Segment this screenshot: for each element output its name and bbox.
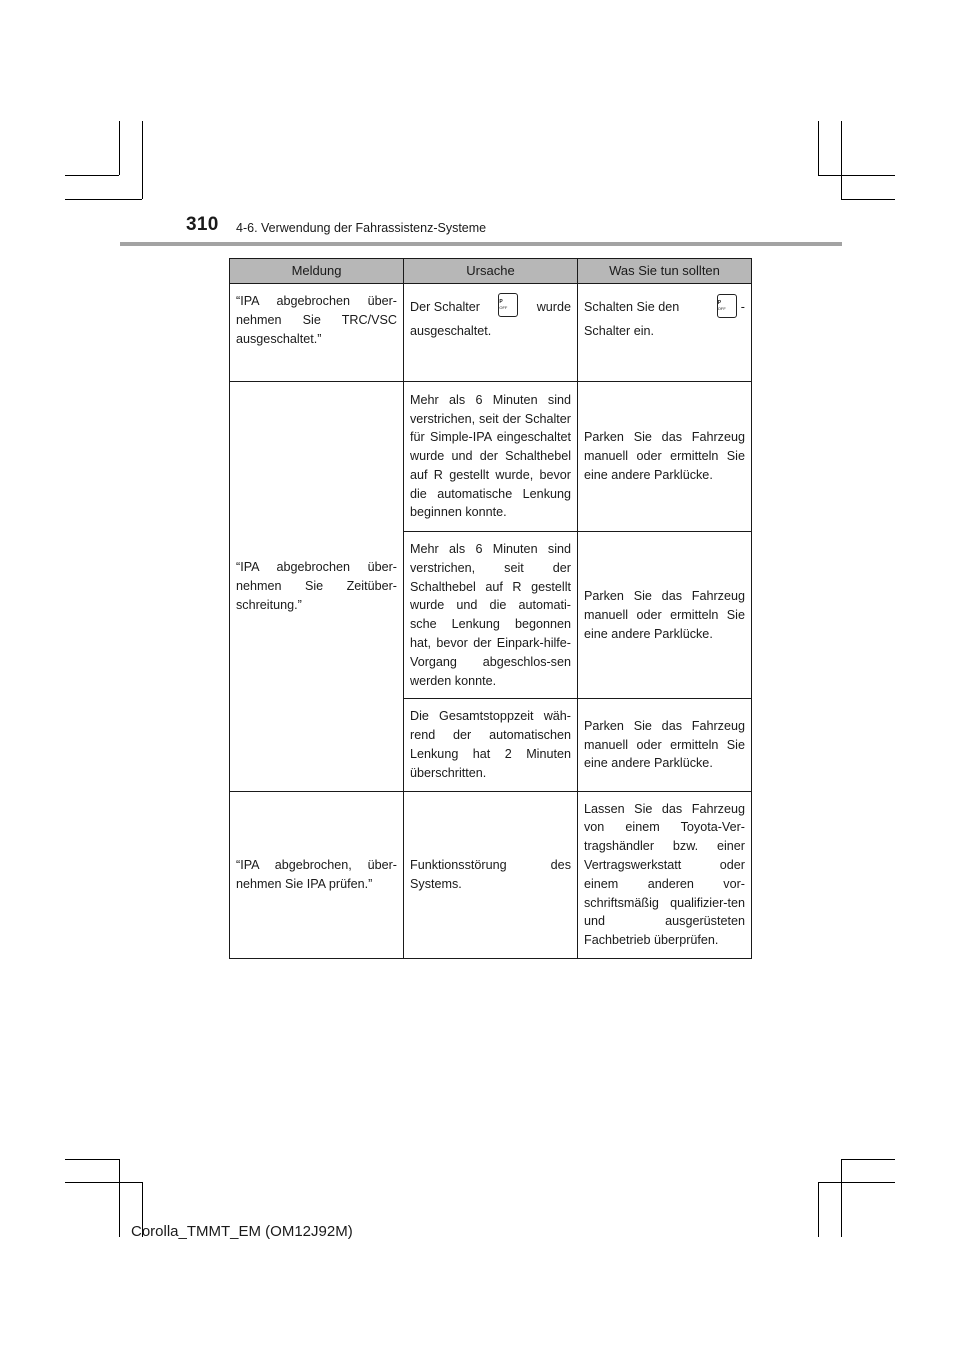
table-row [230,284,752,382]
cause-cell: Mehr als 6 Minuten sind verstrichen, seit der Schalthebel auf R gestellt wurde und die automati-sche Lenkung begonnen hat, bevor der Einpark-hilfe-Vorgang abgeschlos-sen werden konnte. [404,532,578,699]
table-row [230,382,752,532]
crop-mark [65,1182,142,1183]
icon-label-top: P [717,299,722,306]
icon-label-top: P [499,299,503,305]
action-line [584,292,745,322]
vsc-off-switch-icon [498,293,518,317]
crop-mark [119,1159,120,1237]
vsc-off-switch-icon [717,294,737,318]
cause-cell [404,284,578,382]
column-header-cause: Ursache [404,259,578,284]
crop-mark [818,1182,895,1183]
page-number: 310 [186,214,219,235]
crop-mark [841,1159,895,1160]
cause-text: ausgeschaltet. [410,324,492,338]
cause-cell: Mehr als 6 Minuten sind verstrichen, seit der Schalter für Simple-IPA eingeschaltet wurde und der Schalthebel auf R gestellt wurde, bevor die automatische Lenkung beginnen konnte. [404,382,578,532]
crop-mark [818,121,819,175]
crop-mark [119,121,120,175]
cause-text: wurde [536,300,571,314]
action-cell: Parken Sie das Fahrzeug manuell oder ermitteln Sie eine andere Parklücke. [578,382,752,532]
crop-mark [818,1182,819,1237]
cause-cell: Die Gesamtstoppzeit wäh-rend der automatischen Lenkung hat 2 Minuten überschritten. [404,699,578,791]
crop-mark [65,1159,119,1160]
cause-text: Der Schalter [410,300,480,314]
section-title: 4-6. Verwendung der Fahrassistenz-Systeme [236,221,487,235]
header-rule [120,242,842,246]
message-cell: “IPA abgebrochen über-nehmen Sie Zeitüber-schreitung.” [230,382,404,792]
action-cell: Parken Sie das Fahrzeug manuell oder ermitteln Sie eine andere Parklücke. [578,699,752,791]
icon-label-bottom: OFF [717,305,726,311]
message-cell: “IPA abgebrochen, über-nehmen Sie IPA prüfen.” [230,791,404,958]
crop-mark [142,121,143,199]
warning-message-table [229,258,752,959]
action-text: Schalten Sie den [584,300,680,314]
table-row [230,791,752,958]
crop-mark [841,121,842,199]
crop-mark [841,1159,842,1237]
icon-label-bottom: OFF [499,305,508,310]
column-header-action: Was Sie tun sollten [578,259,752,284]
cause-line [410,292,571,322]
crop-mark [841,199,895,200]
action-text: Schalter ein. [584,324,655,338]
column-header-message: Meldung [230,259,404,284]
message-cell: “IPA abgebrochen über-nehmen Sie TRC/VSC ausgeschaltet.” [230,284,404,382]
crop-mark [65,175,119,176]
crop-mark [818,175,895,176]
table-header-row [230,259,752,284]
action-cell [578,284,752,382]
action-cell: Lassen Sie das Fahrzeug von einem Toyota-Ver-tragshändler bzw. einer Vertragswerkstatt oder einem anderen vor-schriftsmäßig qualifizier-ten und ausgerüsteten Fachbetrieb überprüfen. [578,791,752,958]
footer-text: Corolla_TMMT_EM (OM12J92M) [131,1223,353,1240]
crop-mark [65,199,142,200]
action-cell: Parken Sie das Fahrzeug manuell oder ermitteln Sie eine andere Parklücke. [578,532,752,699]
action-text: - [740,300,745,314]
cause-cell: Funktionsstörung des Systems. [404,791,578,958]
